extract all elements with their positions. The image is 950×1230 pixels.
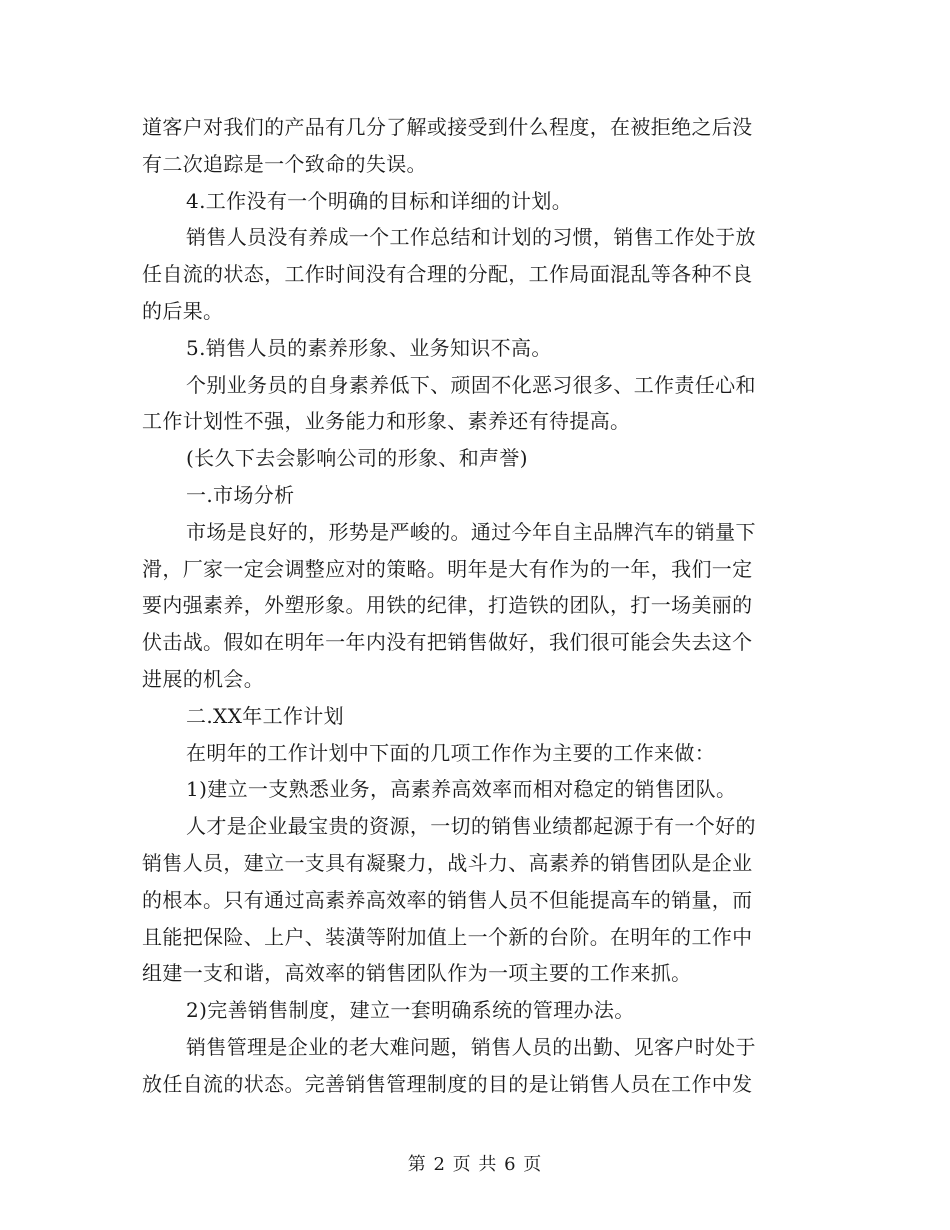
text-line: 销售管理是企业的老大难问题，销售人员的出勤、见客户时处于 <box>186 1034 756 1059</box>
text-line: 一.市场分析 <box>186 482 295 507</box>
text-line: (长久下去会影响公司的形象、和声誉) <box>186 446 528 471</box>
document-body <box>142 109 807 1103</box>
text-line: 二.XX年工作计划 <box>186 703 344 728</box>
text-line: 销售人员，建立一支具有凝聚力，战斗力、高素养的销售团队是企业 <box>142 850 753 875</box>
text-line: 任自流的状态，工作时间没有合理的分配，工作局面混乱等各种不良 <box>142 262 753 287</box>
text-line: 组建一支和谐，高效率的销售团队作为一项主要的工作来抓。 <box>142 961 692 986</box>
text-line: 市场是良好的，形势是严峻的。通过今年自主品牌汽车的销量下 <box>186 519 756 544</box>
page-footer: 第 2 页 共 6 页 <box>407 1154 543 1175</box>
text-line: 5.销售人员的素养形象、业务知识不高。 <box>186 335 552 360</box>
text-line: 滑，厂家一定会调整应对的策略。明年是大有作为的一年，我们一定 <box>142 556 753 581</box>
text-line: 4.工作没有一个明确的目标和详细的计划。 <box>186 188 573 213</box>
text-line: 的后果。 <box>142 298 224 323</box>
text-line: 工作计划性不强，业务能力和形象、素养还有待提高。 <box>142 409 631 434</box>
text-line: 人才是企业最宝贵的资源，一切的销售业绩都起源于有一个好的 <box>186 814 756 839</box>
text-line: 且能把保险、上户、装潢等附加值上一个新的台阶。在明年的工作中 <box>142 924 753 949</box>
text-line: 1)建立一支熟悉业务，高素养高效率而相对稳定的销售团队。 <box>186 777 737 802</box>
text-line: 要内强素养，外塑形象。用铁的纪律，打造铁的团队，打一场美丽的 <box>142 593 753 618</box>
text-line: 2)完善销售制度，建立一套明确系统的管理办法。 <box>186 998 635 1023</box>
text-line: 销售人员没有养成一个工作总结和计划的习惯，销售工作处于放 <box>186 225 756 250</box>
text-line: 放任自流的状态。完善销售管理制度的目的是让销售人员在工作中发 <box>142 1071 753 1096</box>
text-line: 的根本。只有通过高素养高效率的销售人员不但能提高车的销量，而 <box>142 887 753 912</box>
text-line: 个别业务员的自身素养低下、顽固不化恶习很多、工作责任心和 <box>186 372 756 397</box>
text-line: 有二次追踪是一个致命的失误。 <box>142 151 427 176</box>
text-line: 进展的机会。 <box>142 666 265 691</box>
text-line: 在明年的工作计划中下面的几项工作作为主要的工作来做： <box>186 740 716 765</box>
text-line: 伏击战。假如在明年一年内没有把销售做好，我们很可能会失去这个 <box>142 630 753 655</box>
text-line: 道客户对我们的产品有几分了解或接受到什么程度，在被拒绝之后没 <box>142 115 753 139</box>
